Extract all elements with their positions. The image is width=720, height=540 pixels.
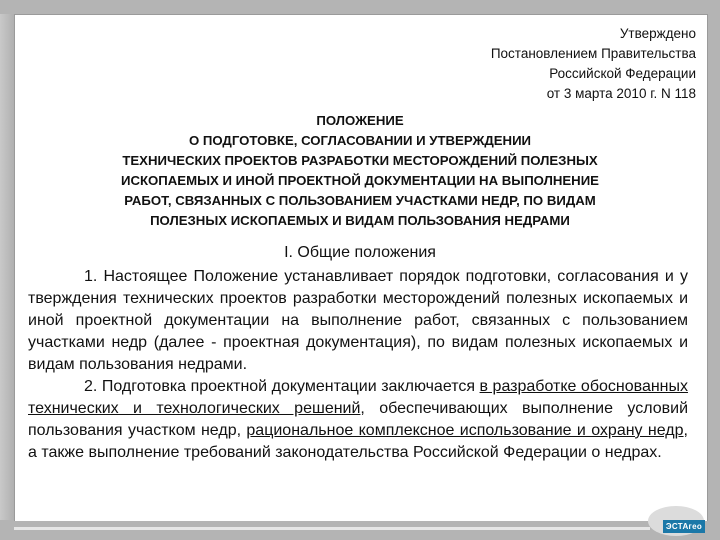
company-logo: ЭСТАгео — [663, 520, 705, 533]
approval-line: Утверждено — [619, 26, 696, 41]
paragraph-1 — [28, 266, 688, 376]
title-line: О ПОДГОТОВКЕ, СОГЛАСОВАНИИ И УТВЕРЖДЕНИИ — [188, 133, 532, 148]
underlined-phrase: рациональное комплексное использование и охрану недр — [246, 422, 684, 439]
title-line: ИСКОПАЕМЫХ И ИНОЙ ПРОЕКТНОЙ ДОКУМЕНТАЦИИ НА ВЫПОЛНЕНИЕ — [121, 173, 599, 188]
section-heading: I. Общие положения — [284, 244, 436, 261]
body-text — [28, 266, 688, 464]
paragraph-2-end: , а также выполнение требований законодательства Российской Федерации о недрах. — [28, 422, 688, 461]
approval-line: Постановлением Правительства — [490, 46, 696, 61]
title-line: ПОЛОЖЕНИЕ — [316, 113, 404, 128]
title-line: ПОЛЕЗНЫХ ИСКОПАЕМЫХ И ВИДАМ ПОЛЬЗОВАНИЯ НЕДРАМИ — [150, 213, 570, 228]
footer-divider — [14, 527, 650, 530]
title-line: ТЕХНИЧЕСКИХ ПРОЕКТОВ РАЗРАБОТКИ МЕСТОРОЖДЕНИЙ ПОЛЕЗНЫХ — [122, 153, 598, 168]
underlined-phrase: в разработке обоснованных технических и технологических решений — [28, 378, 689, 417]
paragraph-2-middle: , обеспечивающих выполнение условий пользования участком недр, — [28, 400, 688, 439]
approval-line: от 3 марта 2010 г. N 118 — [546, 86, 696, 101]
approval-block — [491, 24, 696, 104]
paragraph-2 — [28, 376, 688, 464]
footer-bar — [0, 521, 720, 540]
approval-line: Российской Федерации — [549, 66, 696, 81]
paragraph-2-start: 2. Подготовка проектной документации заключается — [84, 378, 480, 395]
left-edge-shade — [0, 14, 14, 520]
document-title — [60, 111, 660, 231]
title-line: РАБОТ, СВЯЗАННЫХ С ПОЛЬЗОВАНИЕМ УЧАСТКАМИ НЕДР, ПО ВИДАМ — [124, 193, 596, 208]
paragraph-1-text: 1. Настоящее Положение устанавливает порядок подготовки, согласования и у тверждения технических проектов разработки месторождений полезных ископаемых и иной проектной документации на выполнение работ, связанных с пользованием участками недр (далее - проектная документация), по видам полезных ископаемых и видам пользования недрами. — [28, 268, 688, 373]
